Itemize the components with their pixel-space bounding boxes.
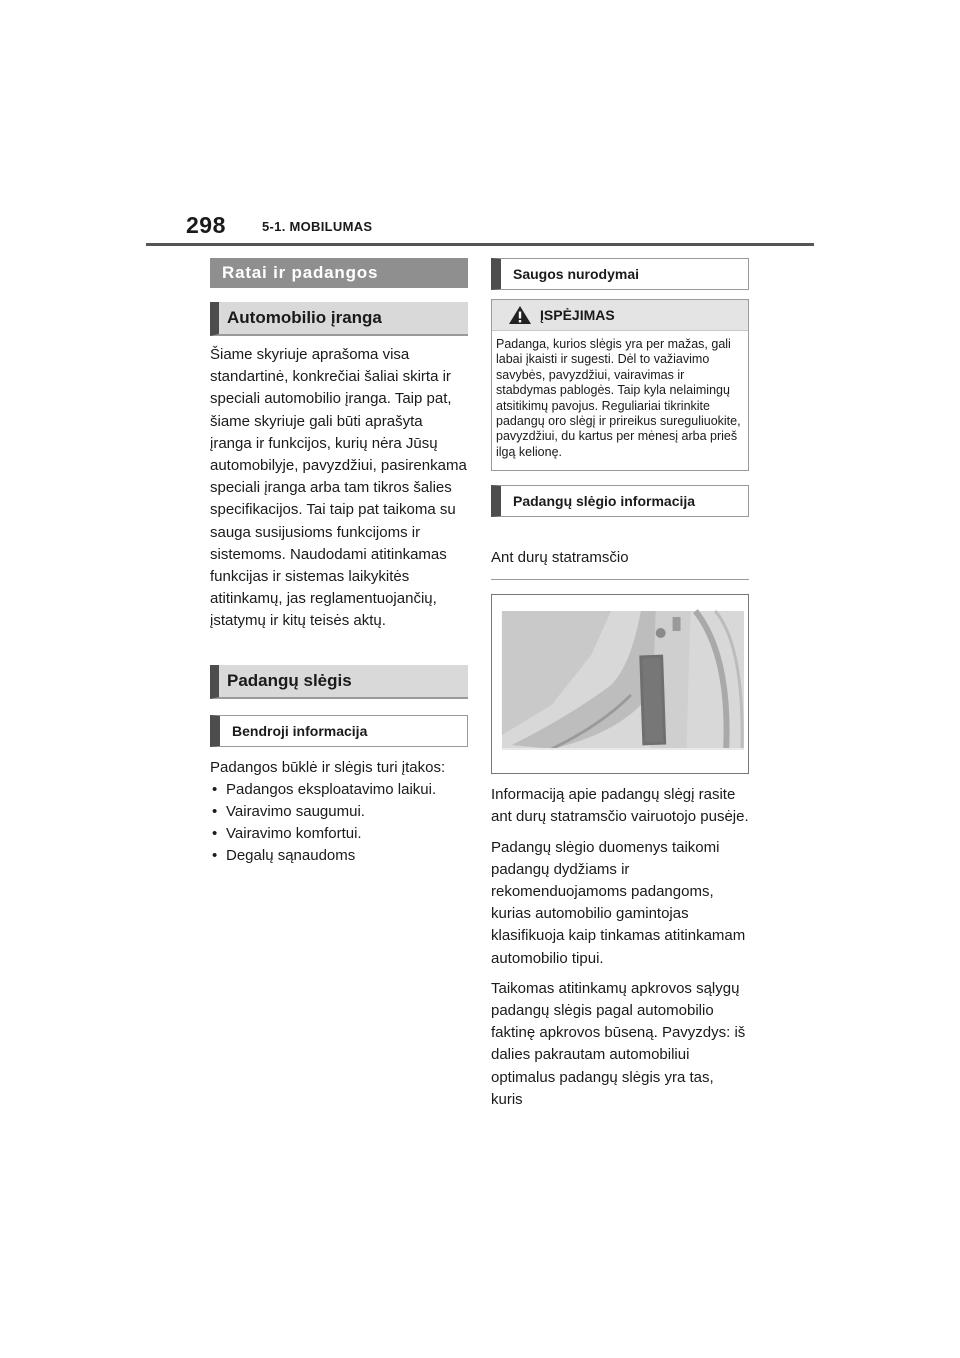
heading-general-info: Bendroji informacija (210, 715, 468, 747)
warning-title: ĮSPĖJIMAS (540, 307, 615, 323)
door-pillar-image (491, 594, 749, 774)
warning-triangle-icon (508, 305, 532, 325)
sub-heading-door-pillar: Ant durų statramsčio (491, 537, 749, 580)
paragraph-equipment: Šiame skyriuje aprašoma visa standartinė, konkrečiai šaliai skirta ir speciali automobilio įranga. Taip pat, šiame skyriuje gali būti aprašyta įranga ir funkcijos, kurių nėra Jūsų automobilyje, pavyzdžiui, pasirenkama speciali įranga arba tam tikros šalies specifikacijos. Tai taip pat taikoma su sauga susijusioms funkcijoms ir sistemoms. Naudodami atitinkamas funkcijas ir sistemas laikykitės atitinkamų, jas reglamentuojančių, įstatymų ir kitų teisės aktų. (210, 346, 467, 630)
left-column (210, 258, 468, 868)
heading-pressure-info: Padangų slėgio informacija (491, 485, 749, 517)
list-item: • Vairavimo komfortui. (210, 823, 468, 845)
chapter-title: 5-1. MOBILUMAS (262, 219, 373, 234)
list-item: • Degalų sąnaudoms (210, 845, 468, 867)
paragraph-general: Padangos būklė ir slėgis turi įtakos: (210, 758, 446, 776)
paragraph-info-location: Informaciją apie padangų slėgį rasite ant durų statramsčio vairuotojo pusėje. (491, 786, 749, 826)
paragraph-load-conditions: Taikomas atitinkamų apkrovos sąlygų padangų slėgis pagal automobilio faktinę apkrovos būseną. Pavyzdys: iš dalies pakrautam automobiliui optimalus padangų slėgis yra tas, kuris (491, 979, 746, 1108)
warning-header (492, 300, 748, 331)
list-item: • Padangos eksploatavimo laikui. (210, 779, 468, 801)
right-column (491, 258, 749, 1111)
section-title: Ratai ir padangos (210, 258, 468, 288)
door-pillar-illustration (492, 595, 748, 773)
paragraph-pressure-data: Padangų slėgio duomenys taikomi padangų dydžiams ir rekomenduojamoms padangoms, kurias automobilio gamintojas klasifikuoja kaip tinkamas atitinkamam automobilio tipui. (491, 838, 746, 967)
warning-text: Padanga, kurios slėgis yra per mažas, gali labai įkaisti ir sugesti. Dėl to važiavimo savybės, pavyzdžiui, vairavimas ir stabdymas pablogės. Taip kyla nelaimingų atsitikimų pavojus. Reguliariai tikrinkite padangų oro slėgį ir prireikus sureguliuokite, pavyzdžiui, du kartus per mėnesį arba prieš ilgą kelionę. (496, 337, 741, 459)
heading-tire-pressure: Padangų slėgis (210, 665, 468, 699)
heading-equipment: Automobilio įranga (210, 302, 468, 336)
heading-safety: Saugos nurodymai (491, 258, 749, 290)
warning-box (491, 299, 749, 471)
bullet-list (210, 779, 468, 868)
header-rule (146, 243, 814, 246)
page-number: 298 (186, 212, 226, 238)
list-item: • Vairavimo saugumui. (210, 801, 468, 823)
